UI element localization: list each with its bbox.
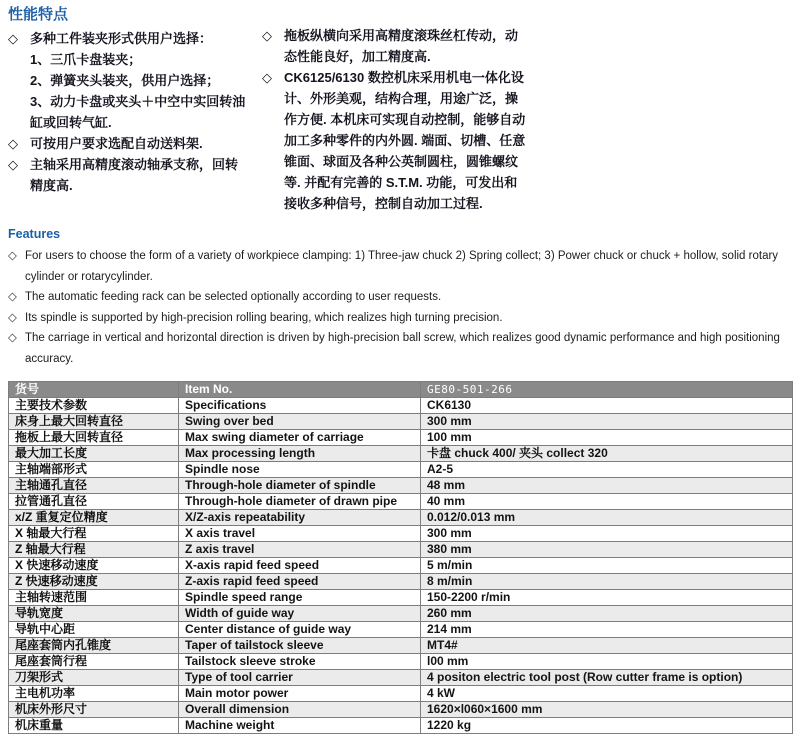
zh-feature-list-left — [8, 28, 246, 196]
spec-name-zh: 机床外形尺寸 — [9, 702, 179, 718]
spec-value: 150-2200 r/min — [421, 590, 793, 606]
feature-subitem — [8, 70, 246, 91]
feature-item — [262, 25, 528, 67]
zh-feature-text: 主轴采用高精度滚动轴承支称，回转精度高. — [30, 157, 239, 193]
spec-value: 4 kW — [421, 686, 793, 702]
spec-name-en: Spindle speed range — [179, 590, 421, 606]
spec-table-row — [9, 414, 793, 430]
en-section-title: Features — [8, 227, 61, 241]
spec-name-en: Overall dimension — [179, 702, 421, 718]
zh-feature-list-right — [262, 25, 528, 214]
spec-value: 卡盘 chuck 400/ 夹头 collect 320 — [421, 446, 793, 462]
feature-item — [8, 328, 793, 369]
en-feature-text: The automatic feeding rack can be selected optionally according to user requests. — [25, 291, 442, 303]
spec-name-zh: 主轴通孔直径 — [9, 478, 179, 494]
spec-table-row — [9, 670, 793, 686]
spec-name-en: Width of guide way — [179, 606, 421, 622]
feature-subitem — [8, 91, 246, 133]
spec-name-zh: 主轴端部形式 — [9, 462, 179, 478]
spec-name-zh: X 轴最大行程 — [9, 526, 179, 542]
spec-name-zh: Z 轴最大行程 — [9, 542, 179, 558]
header-item-code: GE80-501-266 — [421, 382, 793, 398]
spec-name-zh: 刀架形式 — [9, 670, 179, 686]
spec-name-zh: 拉管通孔直径 — [9, 494, 179, 510]
spec-value: 5 m/min — [421, 558, 793, 574]
spec-name-en: Swing over bed — [179, 414, 421, 430]
spec-name-zh: 最大加工长度 — [9, 446, 179, 462]
header-item-no-zh: 货号 — [9, 382, 179, 398]
spec-table — [8, 381, 793, 734]
spec-value: 100 mm — [421, 430, 793, 446]
feature-item — [8, 287, 793, 308]
header-item-no-en: Item No. — [179, 382, 421, 398]
spec-value: A2-5 — [421, 462, 793, 478]
spec-name-en: Z-axis rapid feed speed — [179, 574, 421, 590]
spec-table-row — [9, 494, 793, 510]
spec-table-row — [9, 574, 793, 590]
spec-name-zh: 拖板上最大回转直径 — [9, 430, 179, 446]
spec-table-row — [9, 606, 793, 622]
diamond-bullet-icon: ◇ — [262, 28, 272, 43]
feature-item — [8, 28, 246, 49]
spec-value: 380 mm — [421, 542, 793, 558]
spec-value: MT4# — [421, 638, 793, 654]
spec-table-row — [9, 462, 793, 478]
diamond-bullet-icon: ◇ — [8, 31, 18, 46]
zh-feature-text: 3、动力卡盘或夹头＋中空中实回转油缸或回转气缸. — [30, 94, 246, 130]
spec-name-zh: 导轨宽度 — [9, 606, 179, 622]
performance-features-section — [8, 6, 793, 214]
spec-table-row — [9, 702, 793, 718]
spec-name-zh: 主轴转速范围 — [9, 590, 179, 606]
spec-name-en: X/Z-axis repeatability — [179, 510, 421, 526]
zh-feature-text: 可按用户要求选配自动送料架. — [30, 136, 203, 151]
spec-table-row — [9, 398, 793, 414]
spec-name-en: Through-hole diameter of drawn pipe — [179, 494, 421, 510]
spec-value: 214 mm — [421, 622, 793, 638]
spec-name-zh: 尾座套筒行程 — [9, 654, 179, 670]
diamond-bullet-icon: ◇ — [8, 157, 18, 172]
spec-name-zh: 主电机功率 — [9, 686, 179, 702]
feature-item — [8, 246, 793, 287]
spec-name-en: Tailstock sleeve stroke — [179, 654, 421, 670]
zh-section-title: 性能特点 — [8, 6, 69, 23]
zh-feature-text: 拖板纵横向采用高精度滚珠丝杠传动，动态性能良好，加工精度高. — [284, 28, 519, 64]
spec-value: CK6130 — [421, 398, 793, 414]
zh-features-right-column — [262, 6, 528, 214]
spec-value: 1220 kg — [421, 718, 793, 734]
spec-value: 40 mm — [421, 494, 793, 510]
diamond-bullet-icon: ◇ — [8, 311, 17, 324]
spec-table-row — [9, 526, 793, 542]
en-feature-text: For users to choose the form of a variety of workpiece clamping: 1) Three-jaw chuck 2) Spring collect; 3) Power chuck or chuck + hollow, solid rotary cylinder or rotarycylinder. — [25, 250, 779, 283]
spec-table-body — [9, 398, 793, 734]
spec-table-row — [9, 686, 793, 702]
spec-name-zh: 机床重量 — [9, 718, 179, 734]
spec-table-row — [9, 718, 793, 734]
spec-value: 0.012/0.013 mm — [421, 510, 793, 526]
spec-name-zh: Z 快速移动速度 — [9, 574, 179, 590]
spec-name-en: Max processing length — [179, 446, 421, 462]
spec-table-row — [9, 430, 793, 446]
spec-table-row — [9, 654, 793, 670]
spec-name-en: X axis travel — [179, 526, 421, 542]
feature-subitem — [8, 49, 246, 70]
spec-value: 1620×l060×1600 mm — [421, 702, 793, 718]
spec-table-row — [9, 622, 793, 638]
spec-value: 300 mm — [421, 526, 793, 542]
diamond-bullet-icon: ◇ — [8, 250, 17, 262]
en-feature-text: The carriage in vertical and horizontal direction is driven by high-precision ball screw, which realizes good dynamic performance and high positioning accuracy. — [25, 332, 780, 365]
spec-name-en: Taper of tailstock sleeve — [179, 638, 421, 654]
feature-item — [8, 133, 246, 154]
diamond-bullet-icon: ◇ — [8, 291, 17, 303]
en-feature-list — [8, 246, 793, 369]
diamond-bullet-icon: ◇ — [8, 136, 18, 151]
spec-table-row — [9, 558, 793, 574]
spec-name-zh: 导轨中心距 — [9, 622, 179, 638]
spec-name-en: Max swing diameter of carriage — [179, 430, 421, 446]
spec-name-en: Main motor power — [179, 686, 421, 702]
feature-item — [8, 308, 793, 329]
zh-feature-text: 1、三爪卡盘装夹； — [30, 52, 142, 67]
diamond-bullet-icon: ◇ — [262, 70, 272, 85]
spec-name-en: Spindle nose — [179, 462, 421, 478]
diamond-bullet-icon: ◇ — [8, 332, 17, 344]
spec-name-en: Center distance of guide way — [179, 622, 421, 638]
spec-name-en: X-axis rapid feed speed — [179, 558, 421, 574]
zh-feature-text: 2、弹簧夹头装夹，供用户选择； — [30, 73, 220, 88]
feature-item — [262, 67, 528, 214]
spec-value: 300 mm — [421, 414, 793, 430]
spec-name-en: Z axis travel — [179, 542, 421, 558]
spec-table-row — [9, 542, 793, 558]
zh-feature-text: CK6125/6130 数控机床采用机电一体化设计、外形美观，结构合理，用途广泛，操作方便. 本机床可实现自动控制，能够自动加工多种零件的内外圆. 端面、切槽、任意锥面、球面及各种公英制圆柱，圆锥螺纹等. 并配有完善的 S.T.M. 功能，可发出和接收多种信号，控制自动加工过程. — [284, 70, 526, 211]
spec-value: l00 mm — [421, 654, 793, 670]
english-features-section — [8, 227, 793, 369]
spec-name-en: Type of tool carrier — [179, 670, 421, 686]
feature-item — [8, 154, 246, 196]
zh-feature-text: 多种工件装夹形式供用户选择： — [30, 31, 213, 46]
spec-name-zh: 主要技术参数 — [9, 398, 179, 414]
spec-value: 260 mm — [421, 606, 793, 622]
zh-features-left-column — [8, 6, 246, 196]
spec-name-zh: x/Z 重复定位精度 — [9, 510, 179, 526]
spec-name-en: Machine weight — [179, 718, 421, 734]
spec-name-zh: 尾座套筒内孔锥度 — [9, 638, 179, 654]
spec-value: 48 mm — [421, 478, 793, 494]
spec-name-zh: X 快速移动速度 — [9, 558, 179, 574]
spec-table-row — [9, 590, 793, 606]
spec-value: 8 m/min — [421, 574, 793, 590]
spec-table-row — [9, 510, 793, 526]
spec-name-en: Through-hole diameter of spindle — [179, 478, 421, 494]
spec-value: 4 positon electric tool post (Row cutter frame is option) — [421, 670, 793, 686]
spec-name-en: Specifications — [179, 398, 421, 414]
spec-table-row — [9, 478, 793, 494]
spec-name-zh: 床身上最大回转直径 — [9, 414, 179, 430]
spec-table-row — [9, 638, 793, 654]
spec-table-row — [9, 446, 793, 462]
spec-table-header-row — [9, 382, 793, 398]
en-feature-text: Its spindle is supported by high-precision rolling bearing, which realizes high turning precision. — [25, 311, 503, 324]
